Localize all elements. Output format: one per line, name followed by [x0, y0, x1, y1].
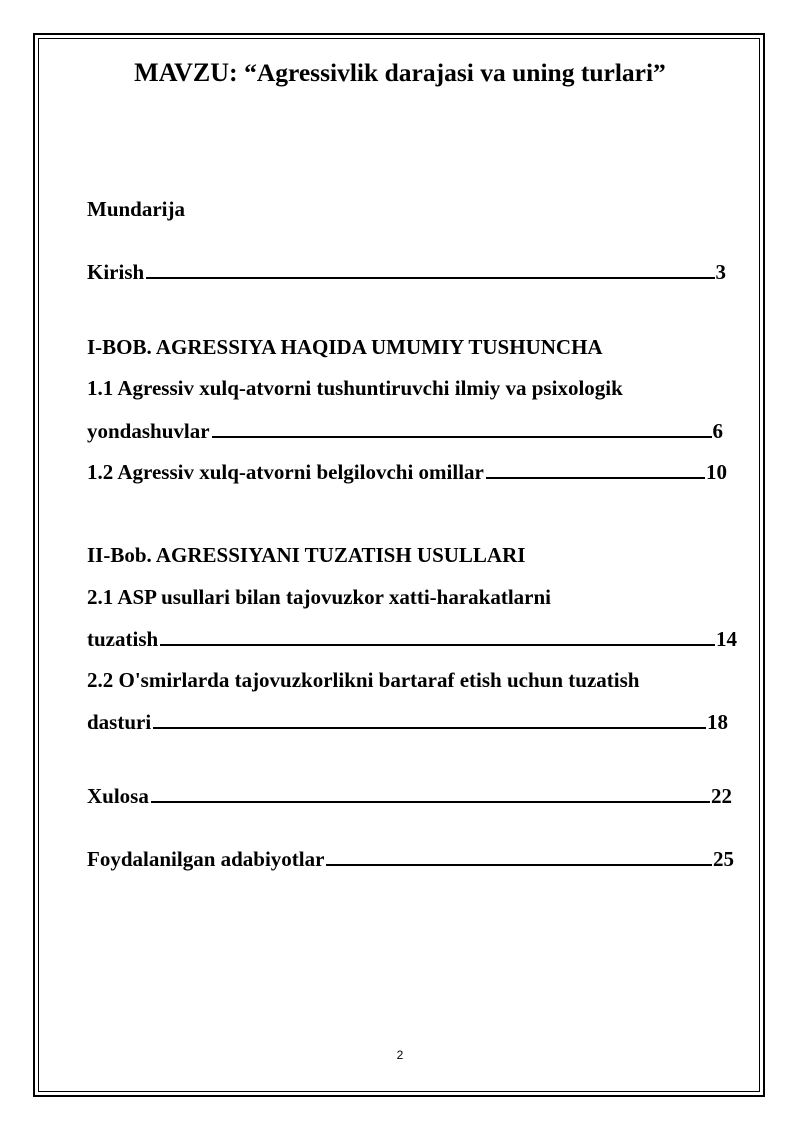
toc-page: 10	[706, 460, 727, 484]
toc-label: Xulosa	[87, 784, 149, 808]
toc-label: dasturi	[87, 710, 152, 734]
chapter-1-heading: I-BOB. AGRESSIYA HAQIDA UMUMIY TUSHUNCHA	[87, 335, 603, 359]
toc-label: Foydalanilgan adabiyotlar	[87, 847, 325, 871]
toc-entry-2-2	[87, 709, 728, 735]
toc-entry-2-1	[87, 626, 737, 652]
toc-page: 14	[716, 627, 737, 651]
toc-leader	[160, 626, 715, 646]
page-number: 2	[396, 1048, 404, 1062]
toc-leader	[486, 459, 705, 479]
toc-entry-2-1-line1: 2.1 ASP usullari bilan tajovuzkor xatti-harakatlarni	[87, 585, 551, 609]
toc-label: tuzatish	[87, 627, 159, 651]
toc-label: Kirish	[87, 260, 145, 284]
toc-leader	[151, 783, 710, 803]
toc-entry-2-2-line1: 2.2 O'smirlarda tajovuzkorlikni bartaraf etish uchun tuzatish	[87, 668, 640, 692]
toc-leader	[212, 418, 712, 438]
document-title	[0, 58, 800, 88]
toc-entry-1-1-line1: 1.1 Agressiv xulq-atvorni tushuntiruvchi ilmiy va psixologik	[87, 376, 623, 400]
toc-label: yondashuvlar	[87, 419, 210, 443]
toc-label: 1.2 Agressiv xulq-atvorni belgilovchi omillar	[87, 460, 484, 484]
toc-entry-1-1	[87, 418, 723, 444]
title-text: “Agressivlik darajasi va uning turlari”	[244, 58, 666, 87]
contents-heading: Mundarija	[87, 197, 186, 221]
toc-entry-xulosa	[87, 783, 732, 809]
toc-leader	[146, 259, 714, 279]
toc-entry-adabiyotlar	[87, 846, 734, 872]
toc-page: 18	[707, 710, 728, 734]
toc-leader	[326, 846, 712, 866]
toc-page: 25	[713, 847, 734, 871]
toc-leader	[153, 709, 706, 729]
toc-page: 22	[711, 784, 732, 808]
toc-entry-kirish	[87, 259, 726, 285]
toc-page: 6	[712, 419, 723, 443]
toc-entry-1-2	[87, 459, 727, 485]
title-prefix: MAVZU:	[134, 58, 238, 87]
toc-page: 3	[715, 260, 726, 284]
chapter-2-heading: II-Bob. AGRESSIYANI TUZATISH USULLARI	[87, 543, 526, 567]
